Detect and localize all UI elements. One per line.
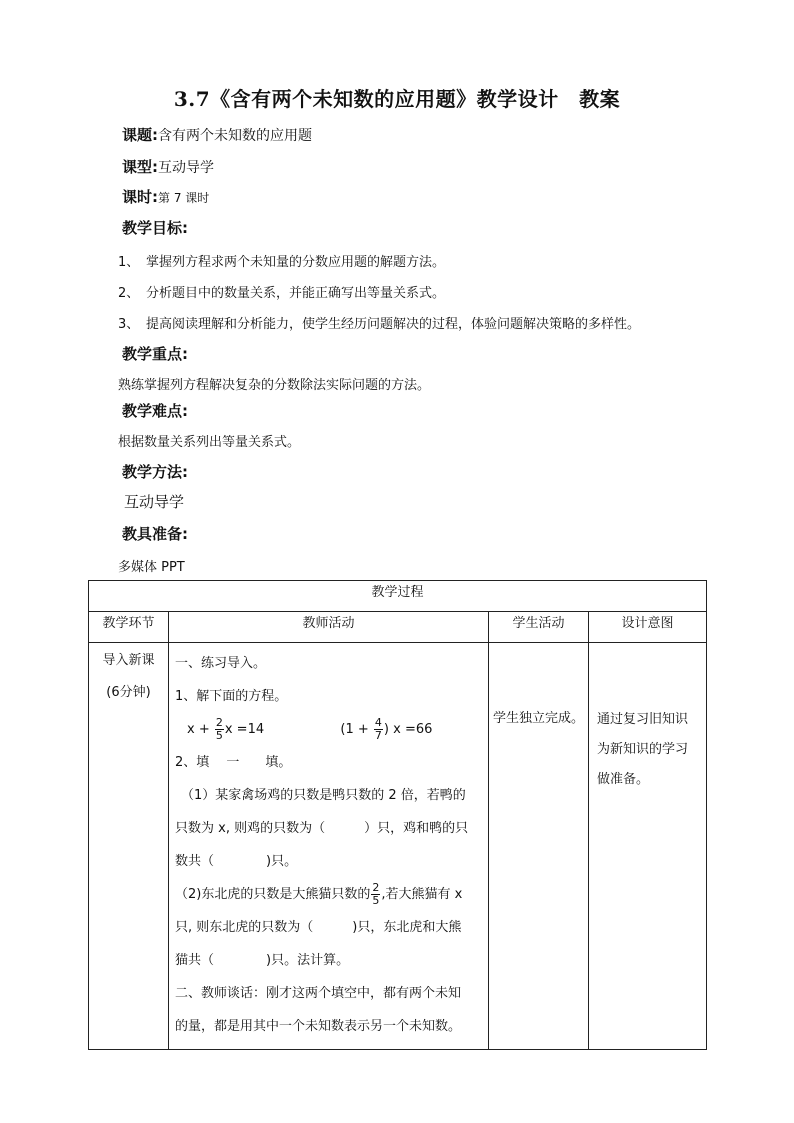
col-header-intent: 设计意图 bbox=[589, 612, 707, 643]
equations-row: x + $\frac{2}{5}$ x =14 (1 + $\frac{4}{7}$ ) x =66 bbox=[187, 716, 433, 742]
difficulty-text: 根据数量关系列出等量关系式。 bbox=[118, 435, 301, 450]
stage-cell: 导入新课 (6分钟) bbox=[89, 643, 169, 1050]
document-title: 3.7《含有两个未知数的应用题》教学设计 教案 bbox=[173, 87, 621, 111]
teacher-activity-cell: 一、练习导入。 1、解下面的方程。 x + $\frac{2}{5}$ x =14 (1 + $\frac{4}{7}$ ) x =66 2、填 一 填。 （1）某家禽场鸡的只数是鸭只数的 2 倍，若鸭的 只数为 x, 则鸡的只数为（ ）只，鸡和鸭的只 数共（ )只。 （2)东北虎的只数是大熊猫只数的 $\frac{2}{5}$ ,若大熊猫有 x 只, 则东北虎的只数为（ )只，东北虎和大熊 猫共（ )只。法计算。 二、教师谈话：刚才这两个填空中，都有两个未知 的量，都是用其中一个未知数表示另一个未知数。 bbox=[169, 643, 489, 1050]
objective-item: 3、 提高阅读理解和分析能力，使学生经历问题解决的过程，体验问题解决策略的多样性。 bbox=[118, 317, 641, 332]
hours-label: 课时: bbox=[122, 188, 158, 206]
topic-value: 含有两个未知数的应用题 bbox=[158, 128, 312, 144]
objective-item: 2、 分析题目中的数量关系，并能正确写出等量关系式。 bbox=[118, 286, 446, 301]
fraction: $\frac{2}{5}$ bbox=[372, 881, 380, 907]
tools-heading: 教具准备: bbox=[122, 525, 188, 543]
method-heading: 教学方法: bbox=[122, 463, 188, 481]
type-label: 课型: bbox=[122, 158, 158, 176]
process-table bbox=[88, 580, 707, 1050]
key-point-text: 熟练掌握列方程解决复杂的分数除法实际问题的方法。 bbox=[118, 378, 431, 393]
design-intent-cell: 通过复习旧知识 为新知识的学习 做准备。 bbox=[589, 643, 707, 1050]
col-header-teacher: 教师活动 bbox=[169, 612, 489, 643]
objectives-heading: 教学目标: bbox=[122, 219, 188, 237]
difficulty-heading: 教学难点: bbox=[122, 402, 188, 420]
col-header-stage: 教学环节 bbox=[89, 612, 169, 643]
method-text: 互动导学 bbox=[124, 493, 185, 511]
hours-line bbox=[122, 186, 209, 207]
table-caption: 教学过程 bbox=[89, 581, 707, 612]
fraction: $\frac{4}{7}$ bbox=[374, 716, 382, 742]
objective-item: 1、 掌握列方程求两个未知量的分数应用题的解题方法。 bbox=[118, 255, 446, 270]
fraction: $\frac{2}{5}$ bbox=[215, 716, 223, 742]
tools-text: 多媒体 PPT bbox=[118, 560, 185, 575]
topic-label: 课题: bbox=[122, 126, 158, 144]
key-point-heading: 教学重点: bbox=[122, 345, 188, 363]
type-value: 互动导学 bbox=[158, 160, 214, 176]
type-line bbox=[122, 156, 214, 177]
student-activity-cell: 学生独立完成。 bbox=[489, 643, 589, 1050]
table-row bbox=[89, 643, 707, 1050]
col-header-student: 学生活动 bbox=[489, 612, 589, 643]
topic-line bbox=[122, 124, 312, 145]
hours-value: 第 7 课时 bbox=[158, 191, 210, 205]
